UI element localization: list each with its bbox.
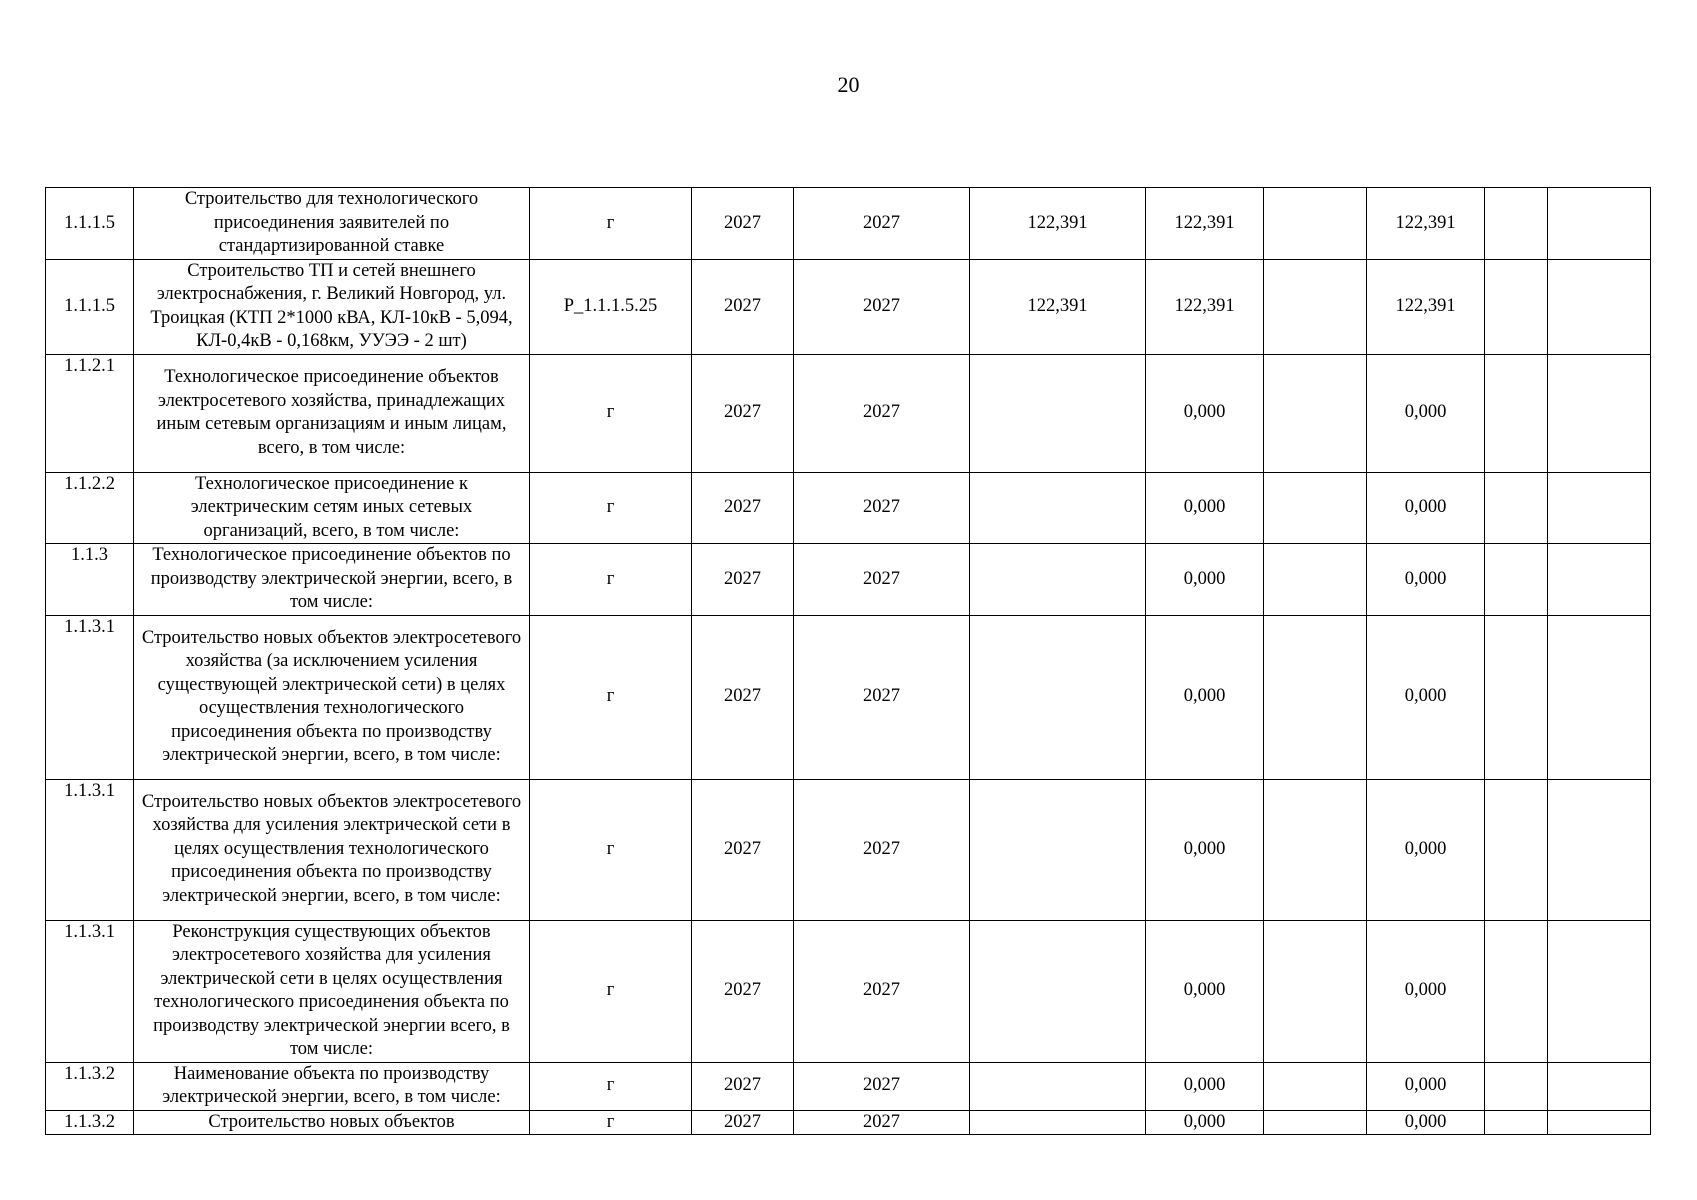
row-value-4: 0,000	[1367, 779, 1485, 920]
row-value-2: 0,000	[1146, 615, 1264, 779]
row-id: г	[530, 1062, 692, 1110]
table-row	[46, 779, 1651, 920]
row-name: Реконструкция существующих объектов электросетевого хозяйства для усиления электрической сети в целях осуществления технологического присоединения объекта по производству электрической энергии всего, в том числе:	[134, 920, 530, 1062]
row-value-1	[970, 615, 1146, 779]
row-year-start: 2027	[692, 1062, 794, 1110]
row-value-6	[1548, 1062, 1651, 1110]
row-value-3	[1264, 354, 1367, 472]
row-value-4: 0,000	[1367, 1110, 1485, 1135]
row-value-5	[1485, 354, 1548, 472]
row-name: Строительство новых объектов	[134, 1110, 530, 1135]
row-year-start: 2027	[692, 544, 794, 616]
row-value-1	[970, 544, 1146, 616]
row-year-end: 2027	[794, 779, 970, 920]
row-year-start: 2027	[692, 354, 794, 472]
row-value-1	[970, 1062, 1146, 1110]
row-value-5	[1485, 920, 1548, 1062]
page-number: 20	[837, 72, 860, 97]
row-value-3	[1264, 259, 1367, 354]
row-name: Строительство для технологического присоединения заявителей по стандартизированной ставке	[134, 188, 530, 260]
row-year-end: 2027	[794, 920, 970, 1062]
row-value-5	[1485, 1110, 1548, 1135]
row-value-5	[1485, 779, 1548, 920]
row-year-end: 2027	[794, 1110, 970, 1135]
table-row	[46, 259, 1651, 354]
row-name: Строительство новых объектов электросетевого хозяйства для усиления электрической сети в целях осуществления технологического присоединения объекта по производству электрической энергии, всего, в том числе:	[134, 779, 530, 920]
row-code: 1.1.3.1	[46, 615, 134, 779]
row-value-2: 122,391	[1146, 188, 1264, 260]
row-value-3	[1264, 920, 1367, 1062]
row-name: Технологическое присоединение объектов по производству электрической энергии, всего, в том числе:	[134, 544, 530, 616]
row-year-start: 2027	[692, 472, 794, 544]
table-row	[46, 188, 1651, 260]
row-value-6	[1548, 1110, 1651, 1135]
table-row	[46, 544, 1651, 616]
row-value-3	[1264, 615, 1367, 779]
row-code: 1.1.3.1	[46, 920, 134, 1062]
row-value-1: 122,391	[970, 259, 1146, 354]
row-value-1	[970, 920, 1146, 1062]
row-value-1	[970, 354, 1146, 472]
row-year-start: 2027	[692, 188, 794, 260]
row-value-4: 0,000	[1367, 615, 1485, 779]
row-value-6	[1548, 472, 1651, 544]
row-year-end: 2027	[794, 354, 970, 472]
row-value-6	[1548, 354, 1651, 472]
table-row	[46, 615, 1651, 779]
row-code: 1.1.3	[46, 544, 134, 616]
row-year-start: 2027	[692, 920, 794, 1062]
row-year-end: 2027	[794, 1062, 970, 1110]
row-id: P_1.1.1.5.25	[530, 259, 692, 354]
row-value-4: 0,000	[1367, 354, 1485, 472]
table-row	[46, 472, 1651, 544]
row-value-2: 0,000	[1146, 354, 1264, 472]
table-row	[46, 1062, 1651, 1110]
row-name: Строительство ТП и сетей внешнего электроснабжения, г. Великий Новгород, ул. Троицкая (КТП 2*1000 кВА, КЛ-10кВ - 5,094, КЛ-0,4кВ - 0,168км, УУЭЭ - 2 шт)	[134, 259, 530, 354]
row-id: г	[530, 1110, 692, 1135]
row-value-4: 122,391	[1367, 188, 1485, 260]
row-value-4: 0,000	[1367, 544, 1485, 616]
row-value-3	[1264, 472, 1367, 544]
row-value-5	[1485, 1062, 1548, 1110]
row-value-3	[1264, 544, 1367, 616]
row-code: 1.1.2.1	[46, 354, 134, 472]
row-code: 1.1.1.5	[46, 188, 134, 260]
row-value-1	[970, 472, 1146, 544]
table-row	[46, 1110, 1651, 1135]
row-value-6	[1548, 259, 1651, 354]
row-value-5	[1485, 259, 1548, 354]
row-value-3	[1264, 1062, 1367, 1110]
row-value-6	[1548, 779, 1651, 920]
row-value-2: 0,000	[1146, 1110, 1264, 1135]
row-value-3	[1264, 1110, 1367, 1135]
row-id: г	[530, 615, 692, 779]
row-value-6	[1548, 920, 1651, 1062]
row-code: 1.1.2.2	[46, 472, 134, 544]
row-value-6	[1548, 544, 1651, 616]
row-name: Строительство новых объектов электросетевого хозяйства (за исключением усиления существующей электрической сети) в целях осуществления технологического присоединения объекта по производству электрической энергии, всего, в том числе:	[134, 615, 530, 779]
row-code: 1.1.1.5	[46, 259, 134, 354]
row-code: 1.1.3.2	[46, 1110, 134, 1135]
row-value-4: 0,000	[1367, 1062, 1485, 1110]
row-value-4: 0,000	[1367, 472, 1485, 544]
table-row	[46, 354, 1651, 472]
row-value-5	[1485, 188, 1548, 260]
row-value-3	[1264, 188, 1367, 260]
row-value-2: 122,391	[1146, 259, 1264, 354]
row-id: г	[530, 472, 692, 544]
row-year-end: 2027	[794, 259, 970, 354]
row-name: Технологическое присоединение к электрическим сетям иных сетевых организаций, всего, в том числе:	[134, 472, 530, 544]
row-year-end: 2027	[794, 544, 970, 616]
row-year-start: 2027	[692, 779, 794, 920]
row-value-1	[970, 1110, 1146, 1135]
row-id: г	[530, 354, 692, 472]
row-value-4: 122,391	[1367, 259, 1485, 354]
row-value-1: 122,391	[970, 188, 1146, 260]
row-value-2: 0,000	[1146, 1062, 1264, 1110]
table-row	[46, 920, 1651, 1062]
row-value-5	[1485, 472, 1548, 544]
row-value-6	[1548, 188, 1651, 260]
row-id: г	[530, 920, 692, 1062]
row-id: г	[530, 779, 692, 920]
row-value-6	[1548, 615, 1651, 779]
row-year-start: 2027	[692, 1110, 794, 1135]
row-year-end: 2027	[794, 188, 970, 260]
row-code: 1.1.3.2	[46, 1062, 134, 1110]
row-name: Наименование объекта по производству электрической энергии, всего, в том числе:	[134, 1062, 530, 1110]
row-id: г	[530, 544, 692, 616]
row-value-4: 0,000	[1367, 920, 1485, 1062]
row-year-end: 2027	[794, 615, 970, 779]
row-value-2: 0,000	[1146, 920, 1264, 1062]
row-year-end: 2027	[794, 472, 970, 544]
row-name: Технологическое присоединение объектов электросетевого хозяйства, принадлежащих иным сетевым организациям и иным лицам, всего, в том числе:	[134, 354, 530, 472]
row-value-5	[1485, 615, 1548, 779]
row-year-start: 2027	[692, 259, 794, 354]
row-value-2: 0,000	[1146, 544, 1264, 616]
row-value-2: 0,000	[1146, 472, 1264, 544]
row-year-start: 2027	[692, 615, 794, 779]
investment-table	[45, 187, 1651, 1135]
row-code: 1.1.3.1	[46, 779, 134, 920]
row-value-5	[1485, 544, 1548, 616]
row-value-3	[1264, 779, 1367, 920]
row-id: г	[530, 188, 692, 260]
row-value-2: 0,000	[1146, 779, 1264, 920]
row-value-1	[970, 779, 1146, 920]
